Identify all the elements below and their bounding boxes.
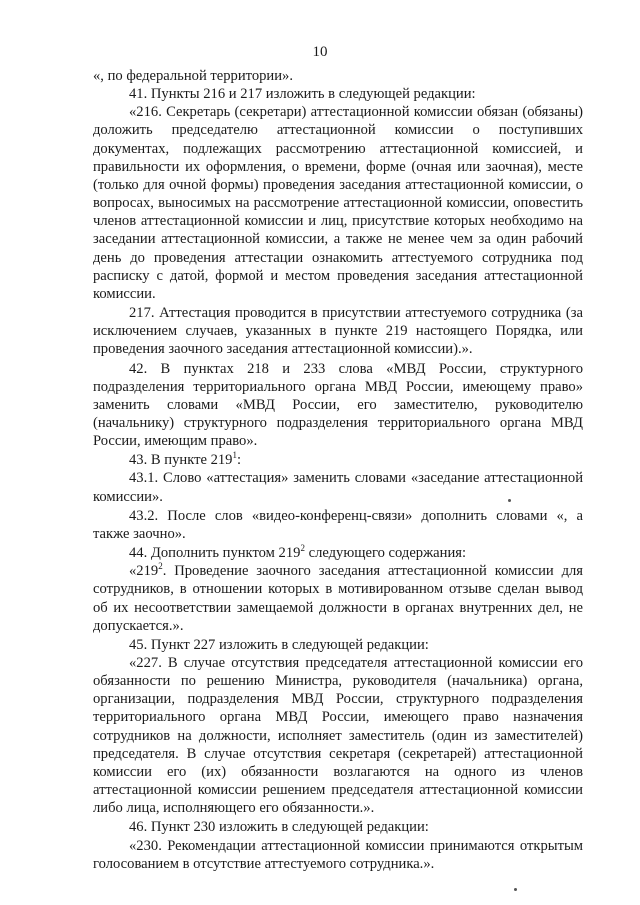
paragraph: 45. Пункт 227 изложить в следующей редакции: [129,636,429,653]
page-number: 10 [312,44,328,60]
superscript: 2 [300,543,305,554]
paragraph: 43. В пункте $219^1$: [129,450,242,469]
paragraph: 44. Дополнить пунктом $219^2$ следующего содержания: [129,543,467,562]
scan-speck [508,499,511,502]
paragraph: «230. Рекомендации аттестационной комиссии принимаются открытым голосованием в отсутствие аттестуемого сотрудника.». [93,837,583,872]
paragraph: «$219^2$. Проведение заочного заседания аттестационной комиссии для сотрудников, в отношении которых в мотивированном отзыве сделан вывод об их несоответствии замещаемой должности в органах внутренних дел, не допускается.». [93,561,583,634]
paragraph: 217. Аттестация проводится в присутствии аттестуемого сотрудника (за исключением случаев, указанных в пункте 219 настоящего Порядка, или проведения заочного заседания аттестационной комиссии).». [93,305,583,358]
superscript: 1 [232,450,237,461]
paragraph: «, по федеральной территории». [93,68,294,84]
paragraph: 41. Пункты 216 и 217 изложить в следующей редакции: [129,86,476,103]
superscript: 2 [158,561,163,572]
paragraph: «216. Секретарь (секретари) аттестационной комиссии обязан (обязаны) доложить председателю аттестационной комиссии о поступивших документах, подлежащих рассмотрению аттестационной комиссией, и правильности их оформления, о времени, форме (очная или заочная), месте (только для очной формы) проведения заседания аттестационной комиссии, о вопросах, выносимых на рассмотрение аттестационной комиссии, оповестить членов аттестационной комиссии и лиц, присутствие которых необходимо на заседании аттестационной комиссии, а также не менее чем за один рабочий день до проведения аттестации ознакомить аттестуемого сотрудника под расписку с датой, формой и местом проведения заседания аттестационной комиссии. [93,104,583,302]
paragraph: «227. В случае отсутствия председателя аттестационной комиссии его обязанности по решению Министра, руководителя (начальника) органа, организации, подразделения МВД России, структурного подразделения территориального органа МВД России, имеющего право назначения сотрудников на должности, исполняет заместитель (один из заместителей) председателя. В случае отсутствия секретаря (секретарей) аттестационной комиссии его (их) обязанности возлагаются на одного из членов аттестационной комиссии решением председателя аттестационной комиссии либо лица, исполняющего его обязанности.». [93,655,583,817]
paragraph: 43.2. После слов «видео-конференц-связи» дополнить словами «, а также заочно». [93,507,583,542]
paragraph: 43.1. Слово «аттестация» заменить словами «заседание аттестационной комиссии». [93,470,583,505]
scan-speck [514,888,517,891]
paragraph: 46. Пункт 230 изложить в следующей редакции: [129,819,429,836]
paragraph: 42. В пунктах 218 и 233 слова «МВД России, структурного подразделения территориального органа МВД России, имеющему право» заменить словами «МВД России, его заместителю, руководителю (начальнику) структурного подразделения территориального органа МВД России, имеющим право». [93,360,583,450]
